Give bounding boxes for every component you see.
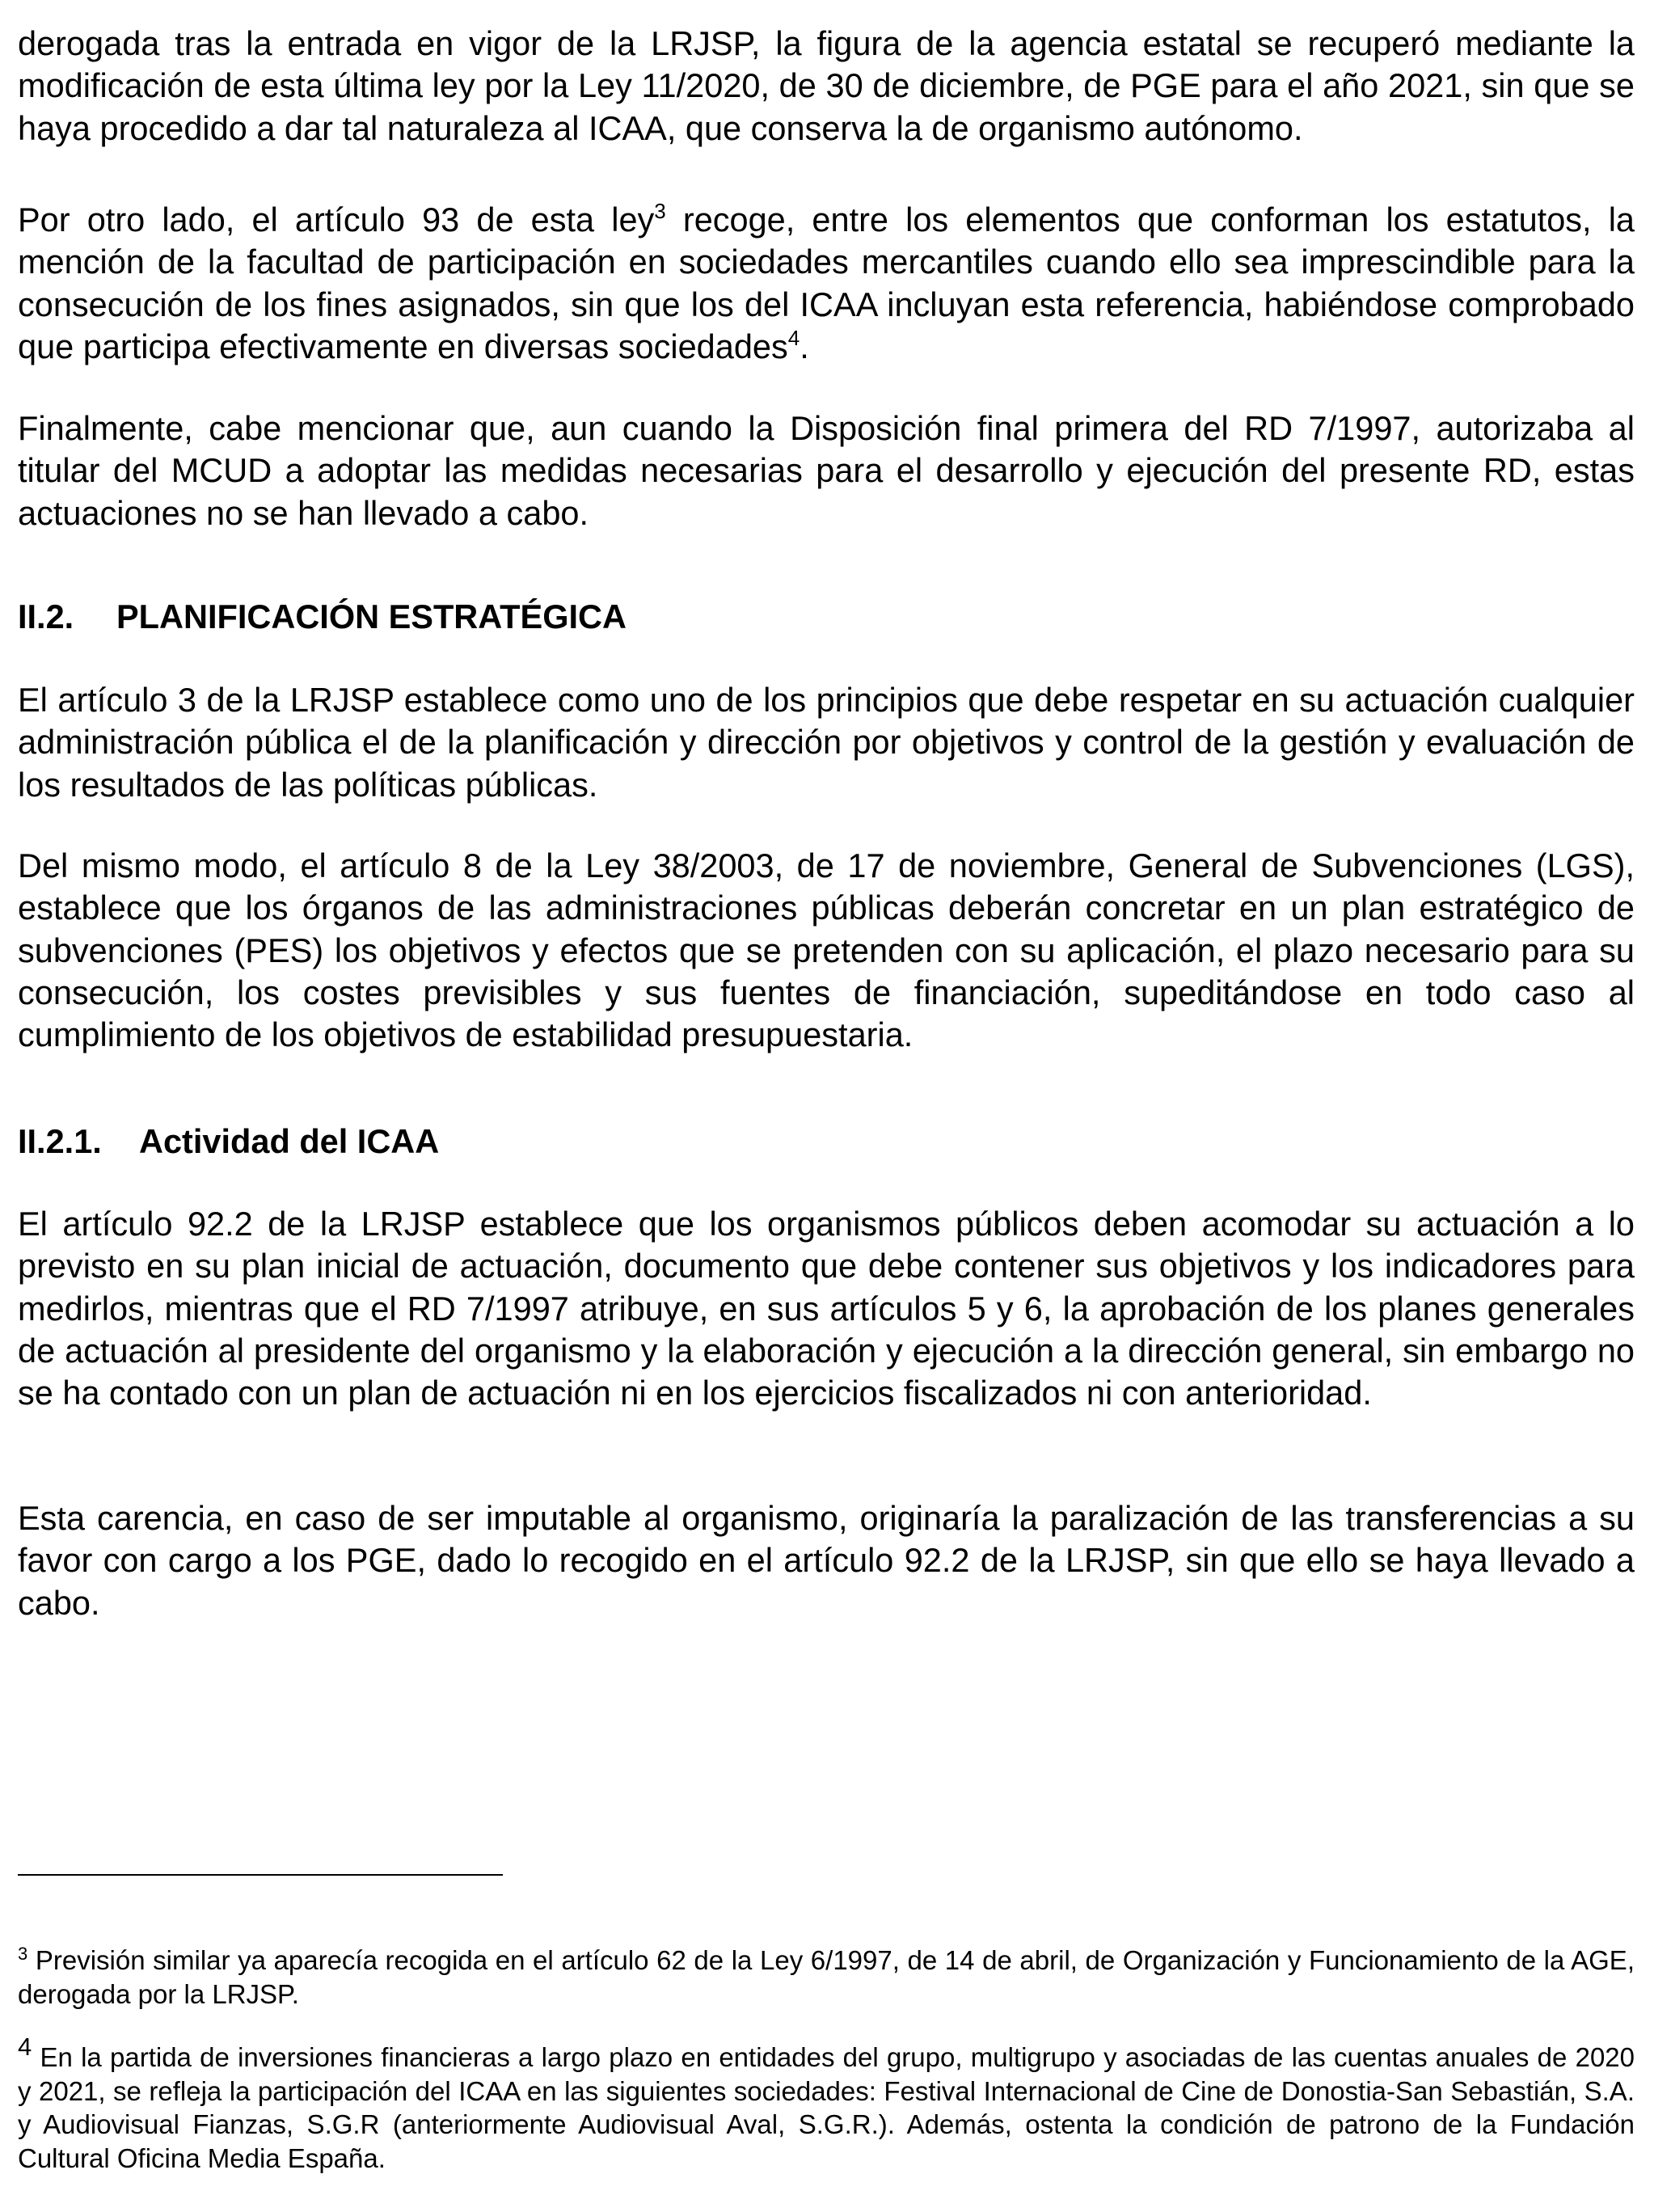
footnote-marker: 4 <box>18 2033 32 2061</box>
footnote-3 <box>18 1944 1635 2011</box>
subsection-title: Actividad del ICAA <box>139 1122 440 1160</box>
paragraph-carencia <box>18 1497 1635 1624</box>
footnote-separator <box>18 1874 503 1876</box>
footnote-marker: 3 <box>18 1944 28 1964</box>
paragraph-articulo-93 <box>18 199 1635 368</box>
paragraph-text: Esta carencia, en caso de ser imputable al organismo, originaría la paralización de las transferencias a su favor con cargo a los PGE, dado lo recogido en el artículo 92.2 de la LRJSP, sin que ello se haya llevado a cabo. <box>18 1499 1635 1622</box>
footnote-reference-3[interactable]: 3 <box>654 199 666 223</box>
paragraph-articulo-8 <box>18 845 1635 1056</box>
paragraph-text-part: Por otro lado, el artículo 93 de esta ley <box>18 201 655 239</box>
section-title: PLANIFICACIÓN ESTRATÉGICA <box>116 597 627 635</box>
paragraph-text: Finalmente, cabe mencionar que, aun cuando la Disposición final primera del RD 7/1997, autorizaba al titular del MCUD a adoptar las medidas necesarias para el desarrollo y ejecución del presente RD, estas actuaciones no se han llevado a cabo. <box>18 409 1635 532</box>
footnote-text: En la partida de inversiones financieras a largo plazo en entidades del grupo, multigrupo y asociadas de las cuentas anuales de 2020 y 2021, se refleja la participación del ICAA en las siguientes sociedades: Festival Internacional de Cine de Donostia-San Sebastián, S.A. y Audiovisual Fianzas, S.G.R (anteriormente Audiovisual Aval, S.G.R.). Además, ostenta la condición de patrono de la Fundación Cultural Oficina Media España. <box>18 2042 1635 2173</box>
paragraph-disposicion-final <box>18 407 1635 534</box>
paragraph-text: El artículo 3 de la LRJSP establece como uno de los principios que debe respetar en su actuación cualquier administración pública el de la planificación y dirección por objetivos y control de la gestión y evaluación de los resultados de las políticas públicas. <box>18 681 1635 804</box>
paragraph-articulo-3 <box>18 679 1635 806</box>
subsection-number: II.2.1. <box>18 1122 102 1160</box>
paragraph-text: derogada tras la entrada en vigor de la LRJSP, la figura de la agencia estatal se recuperó mediante la modificación de esta última ley por la Ley 11/2020, de 30 de diciembre, de PGE para el año 2021, sin que se haya procedido a dar tal naturaleza al ICAA, que conserva la de organismo autónomo. <box>18 24 1635 147</box>
paragraph-text-part: . <box>800 327 809 365</box>
section-heading-planificacion <box>18 596 627 638</box>
paragraph-text <box>18 199 1635 368</box>
section-number: II.2. <box>18 597 74 635</box>
footnote-text: Previsión similar ya aparecía recogida en el artículo 62 de la Ley 6/1997, de 14 de abril, de Organización y Funcionamiento de la AGE, derogada por la LRJSP. <box>18 1945 1635 2009</box>
paragraph-text: Del mismo modo, el artículo 8 de la Ley 38/2003, de 17 de noviembre, General de Subvenciones (LGS), establece que los órganos de las administraciones públicas deberán concretar en un plan estratégico de subvenciones (PES) los objetivos y efectos que se pretenden con su aplicación, el plazo necesario para su consecución, los costes previsibles y sus fuentes de financiación, supeditándose en todo caso al cumplimiento de los objetivos de estabilidad presupuestaria. <box>18 846 1635 1054</box>
paragraph-text-part: recoge, entre los elementos que conforman los estatutos, la mención de la facultad de participación en sociedades mercantiles cuando ello sea imprescindible para la consecución de los fines asignados, sin que los del ICAA incluyan esta referencia, habiéndose comprobado que participa efectivamente en diversas sociedades <box>18 201 1635 365</box>
paragraph-agencia-estatal <box>18 23 1635 150</box>
subsection-heading-actividad <box>18 1121 1635 1163</box>
footnote-reference-4[interactable]: 4 <box>787 325 800 350</box>
footnote-4 <box>18 2033 1635 2175</box>
paragraph-text: El artículo 92.2 de la LRJSP establece que los organismos públicos deben acomodar su actuación a lo previsto en su plan inicial de actuación, documento que debe contener sus objetivos y los indicadores para medirlos, mientras que el RD 7/1997 atribuye, en sus artículos 5 y 6, la aprobación de los planes generales de actuación al presidente del organismo y la elaboración y ejecución a la dirección general, sin embargo no se ha contado con un plan de actuación ni en los ejercicios fiscalizados ni con anterioridad. <box>18 1205 1635 1412</box>
paragraph-articulo-92 <box>18 1203 1635 1414</box>
